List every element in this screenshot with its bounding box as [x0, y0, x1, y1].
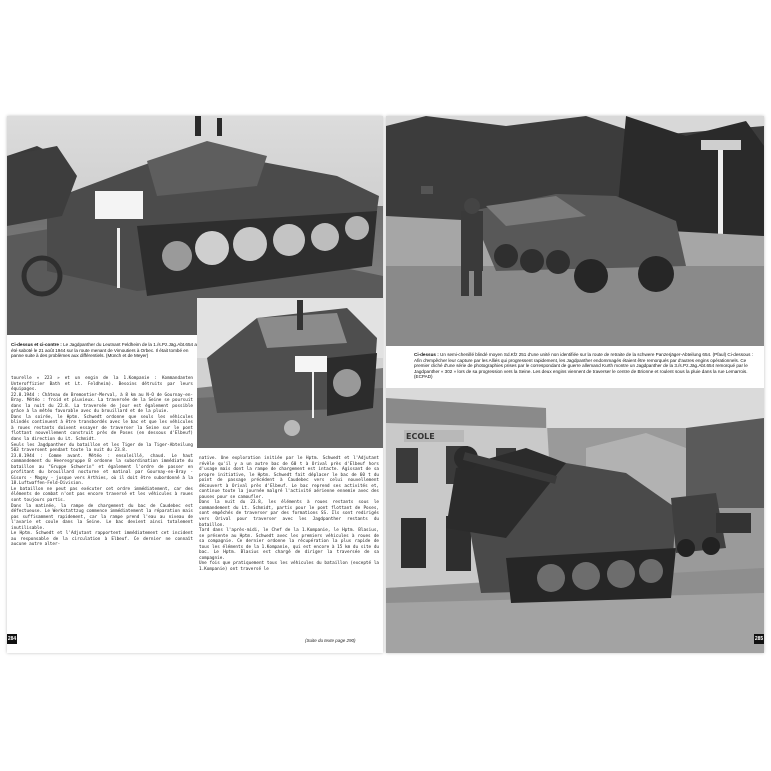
left-col2-p0: native. Une exploration initiée par le Hptm. Schwedt et l'Adjutant révèle qu'il y a un autre bac de 60 t à Orival près d'Elbeuf hors d'usage mais dont la rampe de chargement est intacte. Agissant de sa propre initiative, le Hptm. Schwedt fait déplacer le bac de 60 t du point de passage précédent à Caudebec vers celui nouvellement découvert à Orival près d'Elbeuf. Le bac reprend ses activités et, continue toute la journée malgré l'activité aérienne ennemie avec des pauses pour se camoufler. [199, 456, 379, 500]
left-col1-p3: Seuls les Jagdpanther du bataillon et les Tiger de la Tiger-Abteilung 503 traversent pendant toute la nuit du 23.8. [11, 442, 193, 454]
left-caption-lead: Ci-dessus et ci-contre : [11, 342, 62, 347]
sign-text: ECOLE [406, 432, 435, 441]
left-col2-p2: Tard dans l'après-midi, le Chef de la 1.Kompanie, le Hptm. Blasius, se présente au Hptm. Schwedt avec les premiers véhicules à roues de sa compagnie. Ce dernier ordonne la récupération la plus rapide de tous les éléments de la 1.Kompanie, qui est encore à 15 km du site du bac. Le Hptm. Blasius est chargé de diriger la traversée de sa compagnie. [199, 528, 379, 561]
photo-halftrack-image [386, 116, 764, 346]
continued-note: (Suite du texte page 290) [305, 638, 356, 643]
photo-jagdpanther-towed [386, 388, 764, 653]
left-col1-p1: 22.8.1944 : Château de Bremontier-Merval, à 8 km au N-O de Gournay-en-Bray. Météo : froid et pluvieux. La traversée de la Seine se poursuit dans la nuit du 22.8. La traversée de jour est également possible grâce à la météo favorable avec du brouillard et de la pluie. [11, 392, 193, 415]
left-col1-p7: Le Hptm. Schwedt et l'Adjutant rapportent immédiatement cet incident au responsable de la circulation à Elbeuf. Ce dernier ne connaît aucune autre alter- [11, 531, 193, 548]
left-text-column-2 [199, 456, 379, 572]
right-page [386, 116, 764, 653]
left-col2-p1: Dans la nuit du 23.8, les éléments à roues restants sous le commandement du Lt. Schmidt, partis pour le pont flottant de Poses, sont empêchés de traverser par des formations SS. Ils sont redirigés vers Orival pour traverser avec les Jagdpanther restants du bataillon. [199, 500, 379, 528]
left-col1-p5: Le bataillon ne peut pas exécuter cet ordre immédiatement, car des éléments de combat n'ont pas encore traversé et les véhicules à roues sont toujours partis. [11, 486, 193, 504]
left-photo-caption [11, 342, 199, 359]
right-caption-body: Un semi-chenillé blindé moyen Sd.Kfz 251 d'une unité non identifiée sur la route de retraite de la schwere Panzerjäger-Abteilung 654. (Pfaul) Ci-dessous : Afin d'empêcher leur capture par les Alliés qui progressent rapidement, les Jagdpanther endommagés étaient être remorqués par d'autres engins opérationnels. Ce premier cliché d'une série de photographies prises par le correspondant de guerre allemand Kurth montre un Jagdpanther de la 3./s.Pz.Jäg.Abt.654 remorqué par le Jagdpanther « 302 » lors de sa progression vers la Seine. Les deux engins viennent de traverser le centre de Brionne et roulent sous la pluie dans la rue Lemarrois. (ECPAD) [414, 352, 753, 380]
left-caption-body: Le Jagdpanther du Leutnant Feldheim de la 1./s.Pz.Jäg.Abt.654 a été saboté le 21 août 1944 sur la route menant de Vimoutiers à Orbec. Il était tombé en panne suite à des problèmes aux différentiels. (Münch et de Meyer) [11, 342, 197, 359]
left-col1-p6: Dans la matinée, la rampe de chargement du bac de Caudebec est défectueuse. Le Werkstattzug commence immédiatement la réparation mais pas suffisamment rapidement, car la rampe prend l'eau au niveau de l'avarie et coule dans la Seine. Le bac devient ainsi totalement inutilisable. [11, 503, 193, 531]
page-number-right: 285 [754, 636, 764, 642]
left-col2-p3: Une fois que pratiquement tous les véhicules du bataillon (excepté la 1.Kompanie) ont traversé le [199, 561, 379, 572]
page-number-left: 284 [7, 636, 17, 642]
right-photo-caption [414, 352, 760, 380]
left-col1-p4: 23.8.1944 : Comme avant. Météo : ensoleillé, chaud. Le haut commandement du Heeresgruppe B ordonne la subordination immédiate du bataillon au "Gruppe Schwerin" et également l'ordre de passer en profitant du brouillard nocturne et matinal par Gournay-en-Bray - Gisors - Magny - jusque vers Arthies, où il doit être subordonné à la 18.Luftwaffen-Feld-Division. [11, 453, 193, 487]
photo-jagdpanther-rear [197, 298, 383, 448]
left-text-column-1 [11, 376, 193, 548]
left-col1-p2: Dans la soirée, le Hptm. Schwedt ordonne que seuls les véhicules blindés continuent à être transbordés avec le bac et que les véhicules à roues restants doivent essayer de traverser la Seine sur le pont flottant nouvellement construit près de Poses (en dessous d'Elbeuf) dans la direction du Lt. Schmidt. [11, 414, 193, 443]
photo-jagdpanther-rear-image [197, 298, 383, 448]
photo-jagdpanther-towed-image [386, 388, 764, 653]
right-caption-lead: Ci-dessus : [414, 352, 439, 357]
left-col1-p0: tourelle « 223 » et un engin de la 1.Kompanie : Kommandanten Unteroffizier Bath et Lt. Feldheim). Besoins détruits par leurs équipages. [11, 376, 193, 393]
left-page [7, 116, 383, 653]
photo-halftrack [386, 116, 764, 346]
